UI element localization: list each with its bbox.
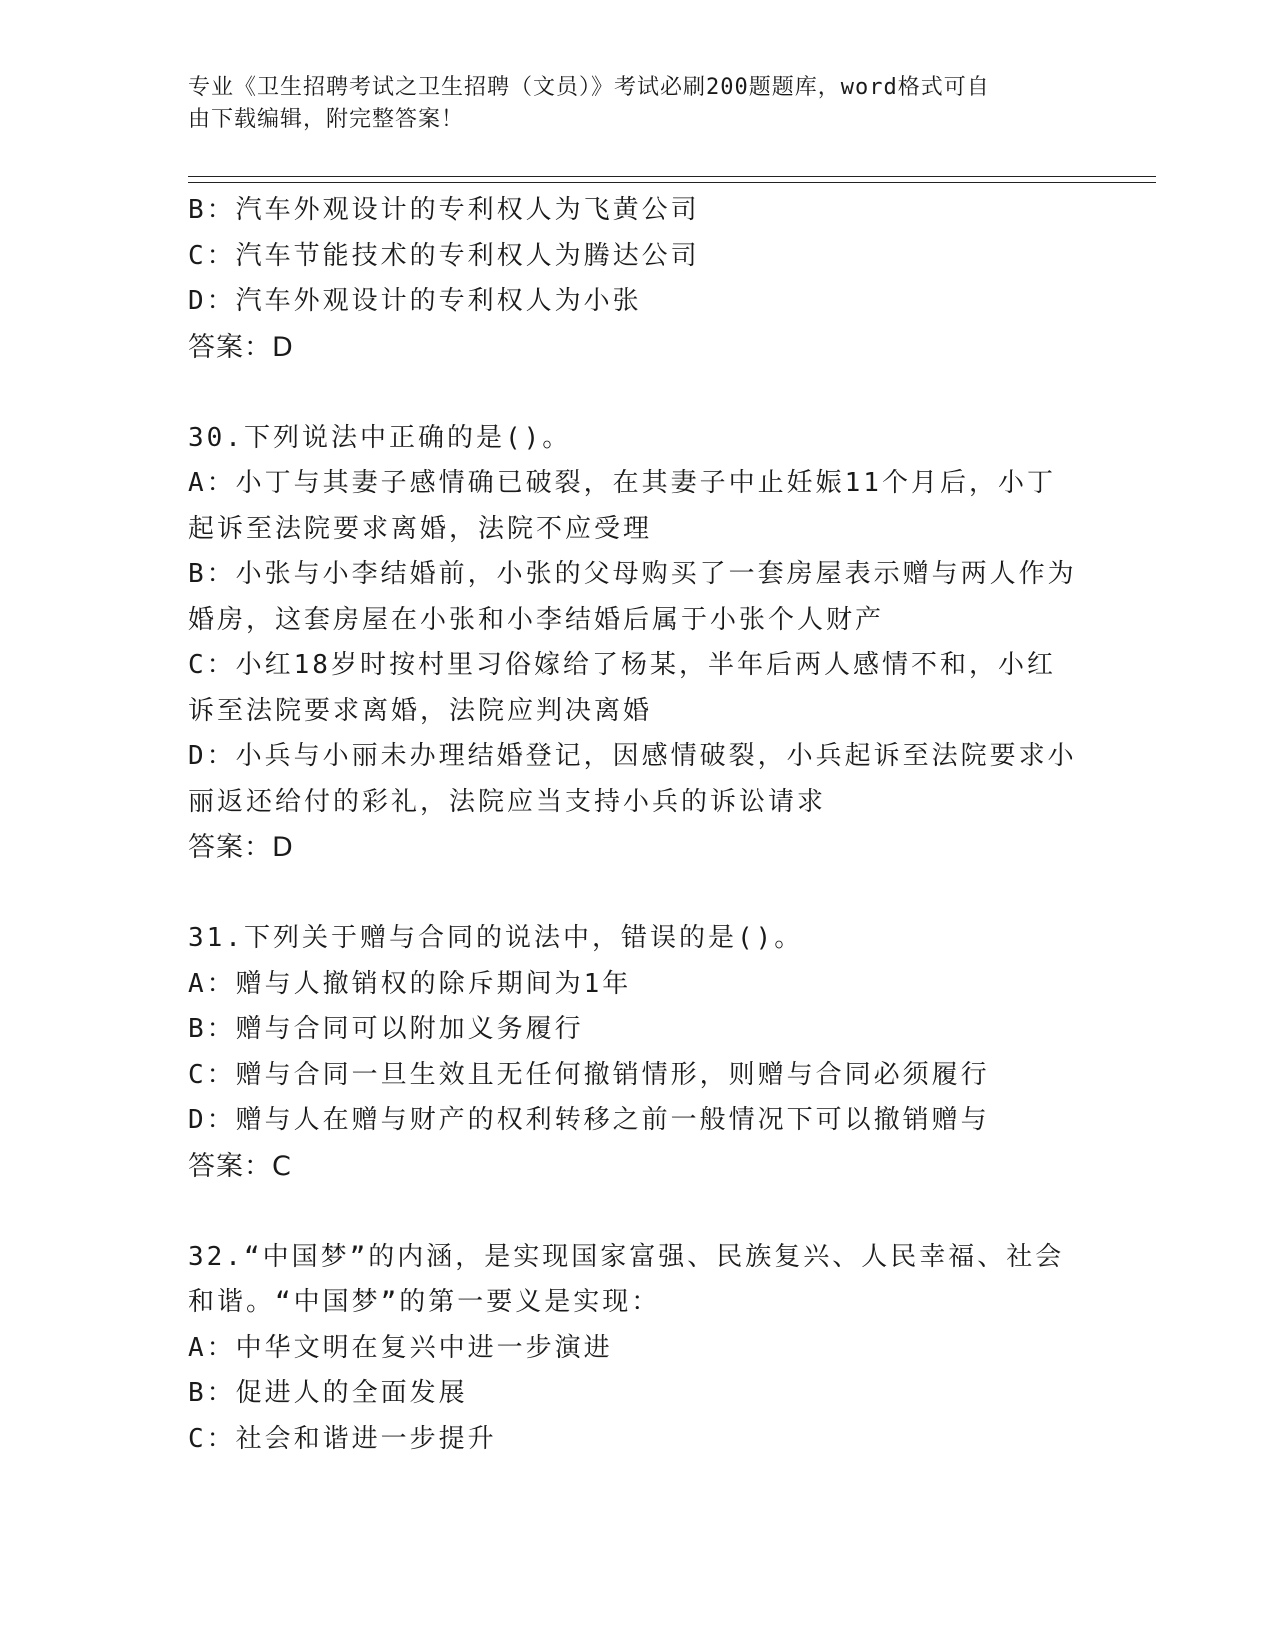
q32-option-a: A：中华文明在复兴中进一步演进	[188, 1332, 613, 1363]
q29-option-b: B：汽车外观设计的专利权人为飞黄公司	[188, 195, 700, 225]
q31-answer: 答案：C	[188, 1150, 292, 1182]
spacer	[188, 871, 1088, 917]
q30-option-d-cont: 丽返还给付的彩礼，法院应当支持小兵的诉讼请求	[188, 786, 827, 817]
q31-option-c: C：赠与合同一旦生效且无任何撤销情形，则赠与合同必须履行	[188, 1059, 990, 1090]
spacer	[188, 1189, 1088, 1235]
q30-option-b-cont: 婚房，这套房屋在小张和小李结婚后属于小张个人财产	[188, 604, 885, 635]
header-line-1: 专业《卫生招聘考试之卫生招聘（文员）》考试必刷200题题库，word格式可自	[188, 75, 990, 100]
document-header	[188, 72, 1068, 136]
q32-stem-cont: 和谐。“中国梦”的第一要义是实现：	[188, 1287, 661, 1317]
q30-option-c: C：小红18岁时按村里习俗嫁给了杨某，半年后两人感情不和，小红	[188, 650, 1056, 680]
q32-option-c: C：社会和谐进一步提升	[188, 1423, 497, 1454]
header-line-2: 由下载编辑，附完整答案！	[188, 107, 465, 132]
question-content	[188, 188, 1088, 1462]
q31-stem: 31.下列关于赠与合同的说法中，错误的是()。	[188, 923, 804, 953]
q30-option-b: B：小张与小李结婚前，小张的父母购买了一套房屋表示赠与两人作为	[188, 559, 1077, 589]
q30-option-c-cont: 诉至法院要求离婚，法院应判决离婚	[188, 695, 653, 726]
q31-option-a: A：赠与人撤销权的除斥期间为1年	[188, 968, 632, 999]
q30-stem: 30.下列说法中正确的是()。	[188, 422, 572, 453]
q29-option-c: C：汽车节能技术的专利权人为腾达公司	[188, 240, 700, 271]
q30-option-d: D：小兵与小丽未办理结婚登记，因感情破裂，小兵起诉至法院要求小	[188, 741, 1077, 771]
q30-option-a: A：小丁与其妻子感情确已破裂，在其妻子中止妊娠11个月后，小丁	[188, 468, 1056, 498]
header-divider	[188, 176, 1156, 183]
q30-option-a-cont: 起诉至法院要求离婚，法院不应受理	[188, 513, 653, 544]
q30-answer: 答案：D	[188, 832, 294, 863]
spacer	[188, 370, 1088, 416]
q29-option-d: D：汽车外观设计的专利权人为小张	[188, 286, 642, 316]
q31-option-d: D：赠与人在赠与财产的权利转移之前一般情况下可以撤销赠与	[188, 1105, 990, 1135]
q32-option-b: B：促进人的全面发展	[188, 1378, 468, 1408]
q32-stem: 32.“中国梦”的内涵，是实现国家富强、民族复兴、人民幸福、社会	[188, 1241, 1065, 1272]
q31-option-b: B：赠与合同可以附加义务履行	[188, 1014, 584, 1044]
q29-answer: 答案：D	[188, 331, 294, 363]
